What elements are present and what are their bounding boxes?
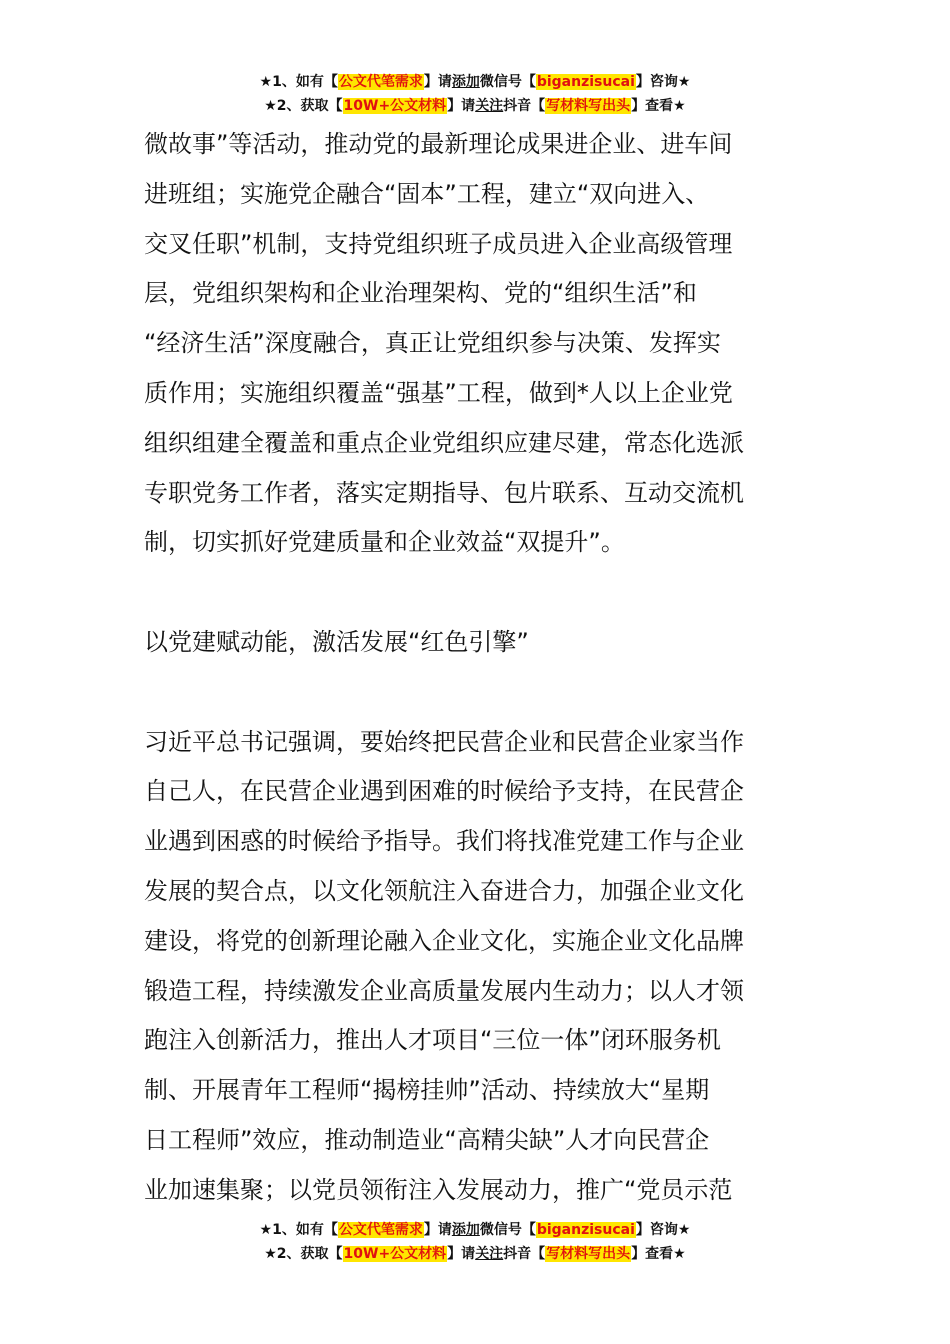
banner-highlight: biganzisucai <box>536 74 635 90</box>
text-line: 质作用；实施组织覆盖“强基”工程，做到*人以上企业党 <box>144 378 733 407</box>
text-line: 自己人，在民营企业遇到困难的时候给予支持，在民营企 <box>144 777 744 806</box>
paragraph-1 <box>144 120 814 568</box>
banner-line-1: ★1、如有【公文代笔需求】请添加微信号【biganzisucai】咨询★ <box>259 74 691 90</box>
banner-highlight: biganzisucai <box>536 1222 635 1238</box>
banner-line-2: ★2、获取【10W+公文材料】请关注抖音【写材料写出头】查看★ <box>264 98 686 114</box>
text-line: 锻造工程，持续激发企业高质量发展内生动力；以人才领 <box>144 976 744 1005</box>
text-line: 组织组建全覆盖和重点企业党组织应建尽建，常态化选派 <box>144 428 744 457</box>
spacer <box>144 568 814 618</box>
text-line: 层，党组织架构和企业治理架构、党的“组织生活”和 <box>144 279 697 308</box>
text-line: 建设，将党的创新理论融入企业文化，实施企业文化品牌 <box>144 926 744 955</box>
text-line: 交叉任职”机制，支持党组织班子成员进入企业高级管理 <box>144 229 733 258</box>
text-line: 业加速集聚；以党员领衔注入发展动力，推广“党员示范 <box>144 1175 733 1204</box>
banner-highlight: 写材料写出头 <box>546 1246 631 1262</box>
banner-highlight: 10W+公文材料 <box>343 1246 447 1262</box>
text-line: 发展的契合点，以文化领航注入奋进合力，加强企业文化 <box>144 876 744 905</box>
banner-highlight: 10W+公文材料 <box>343 98 447 114</box>
footer-banner <box>0 1218 950 1266</box>
banner-highlight: 公文代笔需求 <box>338 74 423 90</box>
text-line: 制，切实抓好党建质量和企业效益“双提升”。 <box>144 528 625 557</box>
text-line: 制、开展青年工程师“揭榜挂帅”活动、持续放大“星期 <box>144 1076 710 1105</box>
banner-line-2: ★2、获取【10W+公文材料】请关注抖音【写材料写出头】查看★ <box>264 1246 686 1262</box>
spacer <box>144 668 814 718</box>
text-line: 微故事”等活动，推动党的最新理论成果进企业、进车间 <box>144 130 733 158</box>
text-line: 日工程师”效应，推动制造业“高精尖缺”人才向民营企 <box>144 1125 710 1154</box>
header-banner <box>0 70 950 118</box>
text-line: 进班组；实施党企融合“固本”工程，建立“双向进入、 <box>144 179 710 208</box>
banner-highlight: 写材料写出头 <box>546 98 631 114</box>
banner-highlight: 公文代笔需求 <box>338 1222 423 1238</box>
text-line: 业遇到困惑的时候给予指导。我们将找准党建工作与企业 <box>144 827 744 856</box>
document-body <box>144 120 814 1216</box>
section-heading: 以党建赋动能，激活发展“红色引擎” <box>144 627 529 656</box>
banner-line-1: ★1、如有【公文代笔需求】请添加微信号【biganzisucai】咨询★ <box>259 1222 691 1238</box>
text-line: 跑注入创新活力，推出人才项目“三位一体”闭环服务机 <box>144 1026 721 1055</box>
text-line: 专职党务工作者，落实定期指导、包片联系、互动交流机 <box>144 478 744 507</box>
text-line: 习近平总书记强调，要始终把民营企业和民营企业家当作 <box>144 727 744 756</box>
paragraph-2 <box>144 718 814 1216</box>
text-line: “经济生活”深度融合，真正让党组织参与决策、发挥实 <box>144 329 721 358</box>
